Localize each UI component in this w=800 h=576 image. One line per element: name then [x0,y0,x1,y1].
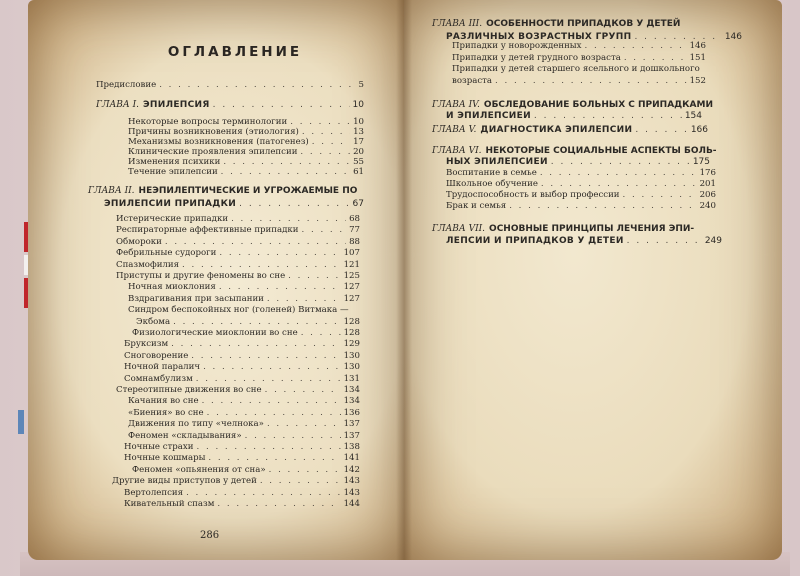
toc-entry: Феномен «опьянения от сна» . . . 142 [132,465,360,476]
chapter-4-heading: ГЛАВА IV. ОБСЛЕДОВАНИЕ БОЛЬНЫХ С ПРИПАДКАМИ [432,100,713,110]
toc-entry: Другие виды приступов у детей . . . 143 [112,476,360,487]
toc-entry: Качания во сне . . . 134 [128,396,360,407]
toc-entry: Физиологические миоклонии во сне . . . 128 [132,328,360,339]
toc-entry: Припадки у детей старшего ясельного и дошкольного [452,64,700,74]
toc-entry: Воспитание в семье . . . 176 [446,168,716,179]
cover-stripe [18,410,24,434]
toc-entry: Синдром беспокойных ног (голеней) Витмака — [128,305,349,316]
toc-entry: Припадки у новорожденных . . . 146 [452,41,706,52]
chapter-1-heading: ГЛАВА I. ЭПИЛЕПСИЯ . . . 10 [96,100,364,111]
toc-entry: Спазмофилия . . . 121 [116,260,360,271]
toc-entry: Ночные страхи . . . 138 [124,442,360,453]
toc-entry: Течение эпилепсии . . . 61 [128,167,364,178]
toc-entry: Ночная миоклония . . . 127 [128,282,360,293]
toc-entry: Изменения психики . . . 55 [128,157,364,168]
chapter-4-heading-cont: И ЭПИЛЕПСИЕЙ . . . 154 [446,111,702,122]
page-number: 286 [200,530,220,541]
toc-entry: Обмороки . . . 88 [116,237,360,248]
toc-entry: Приступы и другие феномены во сне . . . 125 [116,271,360,282]
toc-entry: Клинические проявления эпилепсии . . . 20 [128,147,364,158]
toc-entry: Бруксизм . . . 129 [124,339,360,350]
toc-entry: Кивательный спазм . . . 144 [124,499,360,510]
chapter-3-heading: ГЛАВА III. ОСОБЕННОСТИ ПРИПАДКОВ У ДЕТЕЙ [432,19,681,29]
toc-entry: Брак и семья . . . 240 [446,201,716,212]
toc-entry: Сноговорение . . . 130 [124,351,360,362]
toc-entry: Припадки у детей грудного возраста . . . 151 [452,53,706,64]
toc-entry: Некоторые вопросы терминологии . . . 10 [128,117,364,128]
toc-entry: Стереотипные движения во сне . . . 134 [116,385,360,396]
toc-entry: возраста . . . 152 [452,76,706,87]
toc-entry: Вздрагивания при засыпании . . . 127 [128,294,360,305]
toc-entry: Школьное обучение . . . 201 [446,179,716,190]
chapter-3-heading-cont: РАЗЛИЧНЫХ ВОЗРАСТНЫХ ГРУПП . . . 146 [446,32,742,43]
toc-entry: Сомнамбулизм . . . 131 [124,374,360,385]
chapter-2-heading: ГЛАВА II. НЕЭПИЛЕПТИЧЕСКИЕ И УГРОЖАЕМЫЕ ПО [88,186,358,196]
toc-entry: Истерические припадки . . . 68 [116,214,360,225]
toc-entry-preface: Предисловие . . . 5 [96,80,364,91]
toc-entry: «Биения» во сне . . . 136 [128,408,360,419]
toc-entry: Респираторные аффективные припадки . . . 77 [116,225,360,236]
chapter-6-heading-cont: НЫХ ЭПИЛЕПСИЕЙ . . . 175 [446,157,710,168]
chapter-7-heading-cont: ЛЕПСИИ И ПРИПАДКОВ У ДЕТЕЙ . . . 249 [446,236,722,247]
toc-entry: Вертолепсия . . . 143 [124,488,360,499]
toc-entry: Фебрильные судороги . . . 107 [116,248,360,259]
toc-entry: Трудоспособность и выбор профессии . . . 206 [446,190,716,201]
toc-entry: Феномен «складывания» . . . 137 [128,431,360,442]
toc-title: ОГЛАВЛЕНИЕ [167,44,303,60]
toc-entry: Причины возникновения (этиология) . . . 13 [128,127,364,138]
book-gutter [396,0,412,560]
chapter-5-heading: ГЛАВА V. ДИАГНОСТИКА ЭПИЛЕПСИИ . . . 166 [432,125,708,136]
toc-entry: Движения по типу «челнока» . . . 137 [128,419,360,430]
chapter-2-heading-cont: ЭПИЛЕПСИИ ПРИПАДКИ . . . 67 [104,199,364,210]
toc-entry: Механизмы возникновения (патогенез) . . . 17 [128,137,364,148]
toc-entry: Ночной паралич . . . 130 [124,362,360,373]
chapter-6-heading: ГЛАВА VI. НЕКОТОРЫЕ СОЦИАЛЬНЫЕ АСПЕКТЫ БОЛЬ- [432,146,717,156]
toc-entry: Ночные кошмары . . . 141 [124,453,360,464]
chapter-7-heading: ГЛАВА VII. ОСНОВНЫЕ ПРИНЦИПЫ ЛЕЧЕНИЯ ЭПИ- [432,224,695,234]
toc-entry: Экбома . . . 128 [136,317,360,328]
